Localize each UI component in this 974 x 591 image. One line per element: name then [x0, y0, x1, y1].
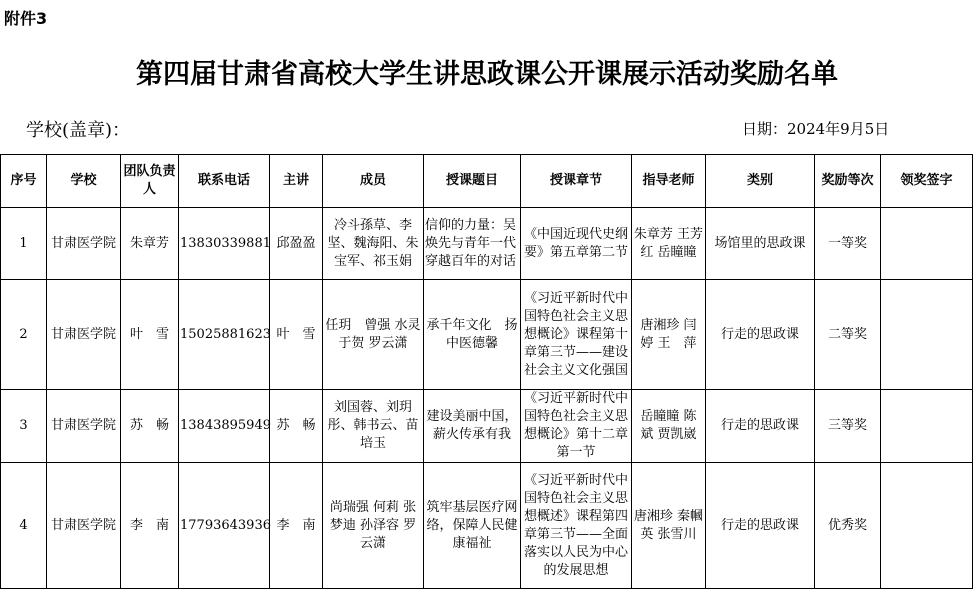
header-cell: 团队负责人 — [121, 155, 179, 208]
cell-topic: 建设美丽中国，薪火传承有我 — [424, 390, 521, 463]
cell-signature[interactable] — [881, 208, 973, 280]
cell-advisors: 唐湘珍 闫 婷 王 萍 — [632, 280, 706, 390]
page-title: 第四届甘肃省高校大学生讲思政课公开课展示活动奖励名单 — [136, 59, 838, 90]
cell-award: 优秀奖 — [815, 463, 881, 589]
cell-advisors: 岳瞳瞳 陈 斌 贾凯崴 — [632, 390, 706, 463]
cell-members: 刘国蓉、刘玥彤、韩书云、苗培玉 — [323, 390, 424, 463]
cell-speaker: 苏 畅 — [270, 390, 323, 463]
table-row — [1, 390, 973, 463]
header-cell: 成员 — [323, 155, 424, 208]
cell-members: 冷斗孫草、李坚、魏海阳、朱宝军、祁玉娟 — [323, 208, 424, 280]
cell-award: 三等奖 — [815, 390, 881, 463]
cell-phone: 13830339881 — [179, 208, 270, 280]
table-header-row — [1, 155, 973, 208]
cell-award: 一等奖 — [815, 208, 881, 280]
table-row — [1, 463, 973, 589]
header-cell: 联系电话 — [179, 155, 270, 208]
cell-topic: 信仰的力量：吴焕先与青年一代穿越百年的对话 — [424, 208, 521, 280]
school-seal-label: 学校(盖章)： — [26, 120, 131, 141]
cell-speaker: 李 南 — [270, 463, 323, 589]
cell-members: 任玥 曾强 水灵 于贺 罗云潇 — [323, 280, 424, 390]
table-row — [1, 208, 973, 280]
header-cell: 授课章节 — [521, 155, 632, 208]
cell-category: 行走的思政课 — [706, 463, 815, 589]
cell-topic: 筑牢基层医疗网络，保障人民健康福祉 — [424, 463, 521, 589]
header-cell: 奖励等次 — [815, 155, 881, 208]
cell-chapter: 《习近平新时代中国特色社会主义思想概论》课程第十章第三节——建设社会主义文化强国 — [521, 280, 632, 390]
cell-category: 行走的思政课 — [706, 390, 815, 463]
cell-topic: 承千年文化 扬中医德馨 — [424, 280, 521, 390]
cell-leader: 苏 畅 — [121, 390, 179, 463]
header-cell: 主讲 — [270, 155, 323, 208]
cell-school: 甘肃医学院 — [47, 463, 121, 589]
cell-chapter: 《中国近现代史纲要》第五章第二节 — [521, 208, 632, 280]
cell-speaker: 邱盈盈 — [270, 208, 323, 280]
cell-category: 行走的思政课 — [706, 280, 815, 390]
header-cell: 类别 — [706, 155, 815, 208]
cell-category: 场馆里的思政课 — [706, 208, 815, 280]
cell-no: 3 — [1, 390, 47, 463]
header-cell: 学校 — [47, 155, 121, 208]
cell-leader: 朱章芳 — [121, 208, 179, 280]
cell-no: 2 — [1, 280, 47, 390]
cell-no: 4 — [1, 463, 47, 589]
cell-phone: 15025881623 — [179, 280, 270, 390]
attachment-label: 附件3 — [4, 9, 48, 28]
cell-speaker: 叶 雪 — [270, 280, 323, 390]
table-row — [1, 280, 973, 390]
cell-phone: 13843895949 — [179, 390, 270, 463]
cell-chapter: 《习近平新时代中国特色社会主义思想概论》第十二章第一节 — [521, 390, 632, 463]
cell-members: 尚瑞强 何莉 张梦迪 孙泽容 罗云潇 — [323, 463, 424, 589]
cell-advisors: 朱章芳 王芳红 岳瞳瞳 — [632, 208, 706, 280]
award-table — [0, 154, 973, 589]
cell-signature[interactable] — [881, 390, 973, 463]
cell-signature[interactable] — [881, 280, 973, 390]
header-cell: 指导老师 — [632, 155, 706, 208]
header-cell: 授课题目 — [424, 155, 521, 208]
date-label: 日期：2024年9月5日 — [742, 120, 890, 138]
cell-no: 1 — [1, 208, 47, 280]
header-cell: 领奖签字 — [881, 155, 973, 208]
cell-school: 甘肃医学院 — [47, 208, 121, 280]
cell-award: 二等奖 — [815, 280, 881, 390]
cell-leader: 李 南 — [121, 463, 179, 589]
cell-advisors: 唐湘珍 秦幗英 张雪川 — [632, 463, 706, 589]
cell-signature[interactable] — [881, 463, 973, 589]
cell-school: 甘肃医学院 — [47, 390, 121, 463]
cell-leader: 叶 雪 — [121, 280, 179, 390]
cell-school: 甘肃医学院 — [47, 280, 121, 390]
cell-phone: 17793643936 — [179, 463, 270, 589]
cell-chapter: 《习近平新时代中国特色社会主义思想概述》课程第四章第三节——全面落实以人民为中心的发展思想 — [521, 463, 632, 589]
header-cell: 序号 — [1, 155, 47, 208]
